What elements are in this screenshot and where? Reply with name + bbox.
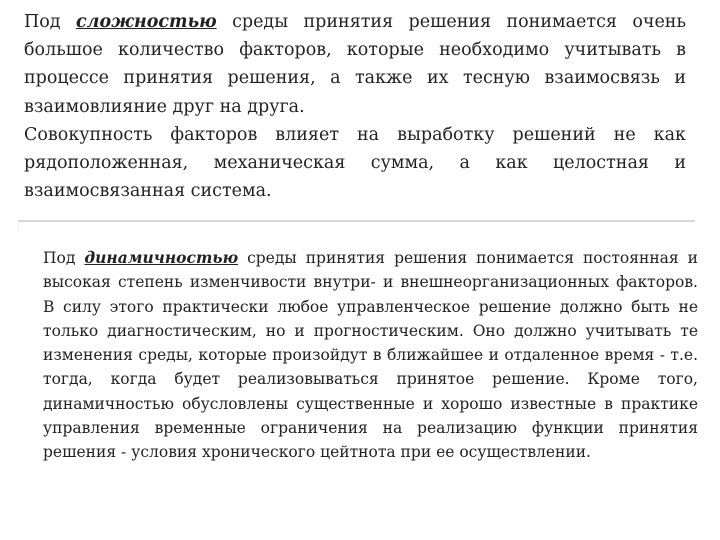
complexity-prefix: Под [24, 12, 61, 32]
aggregate-paragraph [24, 121, 686, 206]
aggregate-text: Совокупность факторов влияет на выработку решений не как рядоположенная, механическая сумма, а как целостная и взаимосвязанная система. [24, 124, 686, 202]
section-divider [18, 220, 695, 230]
complexity-body: среды принятия решения понимается очень большое количество факторов, которые необходимо учитывать в процессе принятия решения, а также их тесную взаимосвязь и взаимовлияние друг на друга. [24, 12, 686, 117]
complexity-section [24, 8, 686, 205]
dynamism-prefix: Под [43, 249, 76, 267]
complexity-keyword: сложностью [75, 12, 217, 32]
complexity-paragraph [24, 8, 686, 121]
dynamism-section [43, 246, 698, 465]
dynamism-keyword: динамичностью [84, 248, 239, 267]
dynamism-paragraph [43, 246, 698, 465]
dynamism-body: среды принятия решения понимается постоянная и высокая степень изменчивости внутри- и внешнеорганизационных факторов. В силу этого практически любое управленческое решение должно быть не только диагностическим, но и прогностическим. Оно должно учитывать те изменения среды, которые произойдут в ближайшее и отдаленное время - т.е. тогда, когда будет реализовываться принятое решение. Кроме того, динамичностью обусловлены существенные и хорошо известные в практике управления временные ограничения на реализацию функции принятия решения - условия хронического цейтнота при ее осуществлении. [43, 249, 698, 462]
